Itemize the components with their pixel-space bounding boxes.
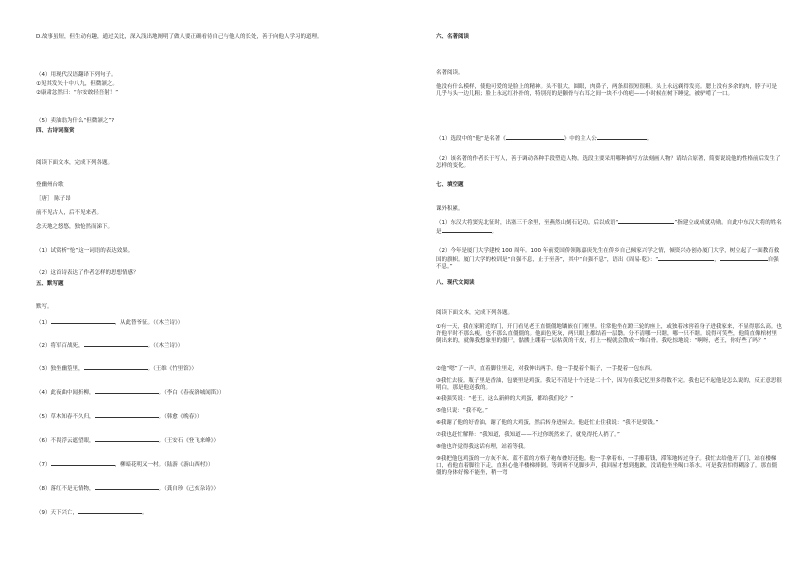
section-4-title: 四、古诗词鉴赏: [36, 128, 75, 134]
question-5: （5）卖油翁为什么“但微颔之”?: [36, 118, 115, 124]
answer-blank[interactable]: [618, 218, 674, 224]
fill-question-2: （2）今年是厦门大学建校 100 周年。100 年前爱国侨领陈嘉庚先生在侨乡自己倾家兴学之情，倾资兴办创办厦门大学，树立起了一面教育救国的旗帜。厦门大学的校训是“自强不息，止于至善”，其中“自强不息”，语出《周易·乾》：“ ， 自强不息。”: [436, 248, 780, 270]
answer-blank[interactable]: [95, 412, 159, 418]
option-d: D.故事虽短，但生动有趣，通过关比，深入浅出地阐明了做人要正确看待自己与他人的长处，善于向他人学习的道理。: [36, 34, 323, 40]
answer-blank[interactable]: [51, 318, 115, 324]
novel-question-1: （1）选段中的“他”是名著《 》中的主人公 。: [436, 136, 653, 142]
novel-excerpt: 他没有什么模样，使他可爱的是脸上的精神。头不很大，圆眼，肉鼻子，两条眉很短很粗。头上永远剃得发亮。腮上没有多余的肉，脖子可是几乎与头一边儿粗；脸上永远红扑扑的，特别亮的是颧骨与右耳之间一块不小的疤——小时候在树下睡觉，被驴啃了一口。: [436, 84, 778, 97]
article-paragraph-3: ③我忙去接。瓶子里是香油，包裹里是鸡蛋。我记不清是十个还是二十个，因为在我记忆里多得数不完。我也记不起他是怎么说的，反正意思很明白，那是他送我的。: [436, 378, 782, 391]
poem-question-1: （1）试赏析“怆”这一词语的表达效果。: [36, 248, 134, 254]
poem-line-1: 前不见古人，后不见来者。: [36, 210, 103, 216]
dictation-9: （9）天下兴亡， 。: [36, 510, 148, 516]
answer-blank[interactable]: [78, 508, 142, 514]
article-paragraph-5: ⑤他只说：“我不吃。”: [436, 408, 488, 414]
answer-blank[interactable]: [95, 484, 159, 490]
answer-blank[interactable]: [95, 436, 159, 442]
dictation-8: （8）落红不是无情物， 。（龚自珍《己亥杂诗》）: [36, 486, 220, 492]
answer-blank[interactable]: [442, 227, 492, 233]
answer-blank[interactable]: [658, 255, 714, 261]
article-paragraph-9: ⑨我把他包鸡蛋的一方灰不灰、蓝不蓝的方格子袍布叠好还他。他一手拿着布，一手攥着钱，滞笨地转过身子。我忙去给他开了门，站在楼梯口，看他直着脚往下走，直担心他半楼梯摔倒。等到听不见脚步声，我回屋才想到抱歉，没请他坐坐喝口茶水。可是我害怕得糊涂了。那直僵僵的身体好像不能坐，稍一弯: [436, 456, 778, 476]
answer-blank[interactable]: [51, 460, 115, 466]
question-4-sentence-2: ②康肃忿然曰：“尔安敢轻吾射！”: [36, 90, 119, 96]
article-paragraph-7: ⑦我也赶忙解释：“我知道，我知道——不过你既然来了，就免得托人捎了。”: [436, 432, 620, 438]
novel-question-2: （2）该名著的作者长于写人，善于调动各种手段塑造人物。选段主要采用哪种描写方法刻画人物？请结合原著，简要说说他的性格前后发生了怎样的变化。: [436, 156, 781, 169]
section-5-title: 五、默写题: [36, 281, 64, 287]
answer-blank[interactable]: [506, 134, 564, 140]
section-4-intro: 阅读下面文本，完成下列各题。: [36, 160, 114, 166]
dictation-5: （5）草木知春不久归， 。（韩愈《晚春》）: [36, 414, 203, 420]
section-6-title: 六、名著阅读: [436, 34, 470, 40]
section-7-intro: 课外积累。: [436, 206, 464, 212]
fill-question-1: （1）东汉大将窦宪北征时，出塞三千余里，至燕然山刻石记功。后以成语“ ”指建立或成就功勋。自此中东汉大将的姓名是 。: [436, 220, 782, 235]
poem-question-2: （2）这首诗表达了作者怎样的思想情感？: [36, 270, 139, 276]
dictation-3: （3）独坐幽篁里， 。（王维《竹里馆》）: [36, 366, 198, 372]
section-8-intro: 阅读下面文本，完成下列各题。: [436, 310, 514, 316]
article-paragraph-1: ①有一天，我在家附近的门，开门看见老王直僵僵地镶嵌在门框里。往常他坐在蹬三轮的座上，或独着冰窖着身子进我家来，不显得那么高。也许他平时不那么瘦，也不那么直僵僵的。他面色死灰，两只眼上都结着一层翳。分不清哪一只瞎，哪一只不瞎。说得可笑些，他简直像棺材里倒出来的，就像我想象里的僵尸，骷髅上绷着一层枯黄的干皮，打上一棍就会散成一堆白骨。我吃惊地说：“啊呀，老王，你好些了吗？”: [436, 324, 782, 344]
article-paragraph-2: ②他“嗯”了一声，直着脚往里走，对我伸出两手。他一手提着个瓶子，一手提着一包东西。: [436, 366, 656, 372]
dictation-6: （6）不畏浮云遮望眼， 。（王安石《登飞来峰》）: [36, 438, 220, 444]
poem-title: 登幽州台歌: [36, 182, 64, 188]
answer-blank[interactable]: [84, 364, 148, 370]
question-4: （4）用现代汉语翻译下列句子。: [36, 72, 117, 78]
dictation-1: （1） ，从此替爷征。（《木兰诗》）: [36, 320, 184, 326]
question-4-sentence-1: ①见其发矢十中八九，但微颔之。: [36, 81, 118, 87]
section-5-intro: 默写。: [36, 304, 53, 310]
dictation-7: （7） ，柳暗花明又一村。（陆游《游山西村》）: [36, 462, 214, 468]
section-6-intro: 名著阅读。: [436, 70, 464, 76]
poem-line-2: 念天地之悠悠，独怆然而涕下。: [36, 224, 114, 230]
answer-blank[interactable]: [84, 341, 148, 347]
article-paragraph-4: ④我强笑说：“老王，这么新鲜的大鸡蛋，都给我们吃？”: [436, 396, 574, 402]
answer-blank[interactable]: [597, 134, 647, 140]
dictation-2: （2）将军百战死， 。（《木兰诗》）: [36, 343, 184, 349]
article-paragraph-6: ⑥我谢了他的好香油，谢了他的大鸡蛋，然后转身进屋去。他赶忙止住我说：“我不是要钱。”: [436, 420, 659, 426]
poem-author: ［唐］ 陈子昂: [36, 196, 71, 202]
answer-blank[interactable]: [95, 388, 159, 394]
dictation-4: （4）此夜曲中闻折柳， 。（李白《春夜洛城闻笛》）: [36, 390, 225, 396]
section-8-title: 八、现代文阅读: [436, 280, 475, 286]
article-paragraph-8: ⑧他也许觉得我这话有理，站着等我。: [436, 444, 529, 450]
answer-blank[interactable]: [720, 255, 768, 261]
section-7-title: 七、填空题: [436, 182, 464, 188]
